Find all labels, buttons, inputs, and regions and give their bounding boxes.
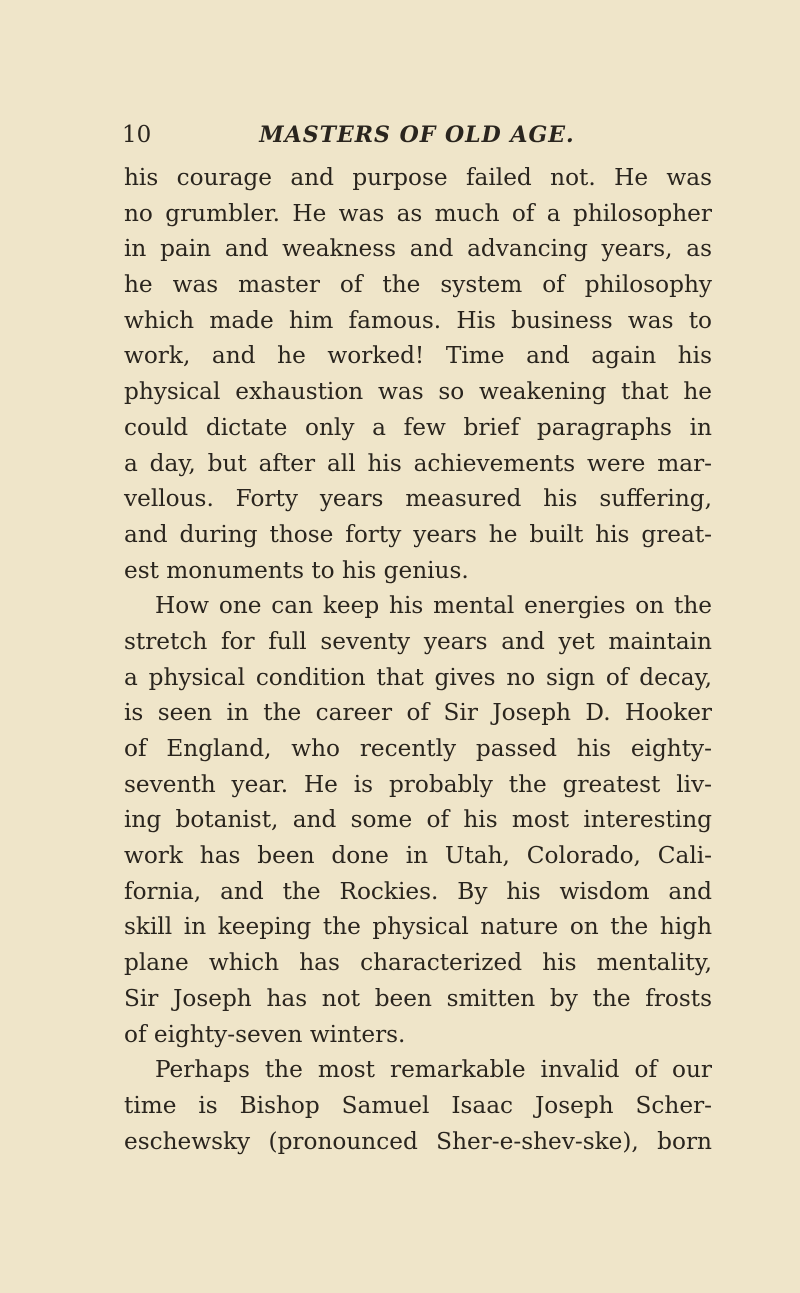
text-line: eschewsky (pronounced Sher-e-shev-ske), born <box>124 1127 712 1155</box>
text-line: work has been done in Utah, Colorado, Cali- <box>124 842 712 870</box>
text-line: fornia, and the Rockies. By his wisdom and <box>124 877 712 905</box>
page-number: 10 <box>122 122 152 148</box>
text-line: est monuments to his genius. <box>124 556 469 584</box>
text-line: in pain and weakness and advancing years, as <box>124 235 712 263</box>
text-line: time is Bishop Samuel Isaac Joseph Scher- <box>124 1091 712 1119</box>
running-head <box>122 120 712 150</box>
text-line: Sir Joseph has not been smitten by the frosts <box>124 984 712 1012</box>
running-title: MASTERS OF OLD AGE. <box>259 122 575 148</box>
text-line: a day, but after all his achievements were mar- <box>124 449 712 477</box>
text-line: Perhaps the most remarkable invalid of our <box>155 1056 712 1084</box>
text-line: work, and he worked! Time and again his <box>124 342 712 370</box>
text-line: and during those forty years he built his great- <box>124 520 712 548</box>
text-line: vellous. Forty years measured his suffering, <box>124 485 712 513</box>
text-line: ing botanist, and some of his most interesting <box>124 806 712 834</box>
text-line: seventh year. He is probably the greatest liv- <box>124 770 712 798</box>
text-line: no grumbler. He was as much of a philosopher <box>124 199 712 227</box>
text-line: his courage and purpose failed not. He was <box>124 164 712 191</box>
text-line: stretch for full seventy years and yet maintain <box>124 627 712 655</box>
text-line: How one can keep his mental energies on the <box>155 592 712 620</box>
text-line: is seen in the career of Sir Joseph D. Hooker <box>124 699 712 727</box>
text-line: plane which has characterized his mentality, <box>124 949 712 977</box>
text-line: a physical condition that gives no sign of decay, <box>124 663 712 691</box>
text-line: physical exhaustion was so weakening that he <box>124 378 712 406</box>
text-line: which made him famous. His business was to <box>124 306 712 334</box>
text-line: could dictate only a few brief paragraphs in <box>124 413 712 441</box>
body-text <box>124 160 712 1159</box>
text-line: of England, who recently passed his eighty- <box>124 735 712 762</box>
text-line: skill in keeping the physical nature on the high <box>124 913 712 941</box>
text-line: of eighty-seven winters. <box>124 1020 406 1048</box>
text-line: he was master of the system of philosophy <box>124 271 712 299</box>
